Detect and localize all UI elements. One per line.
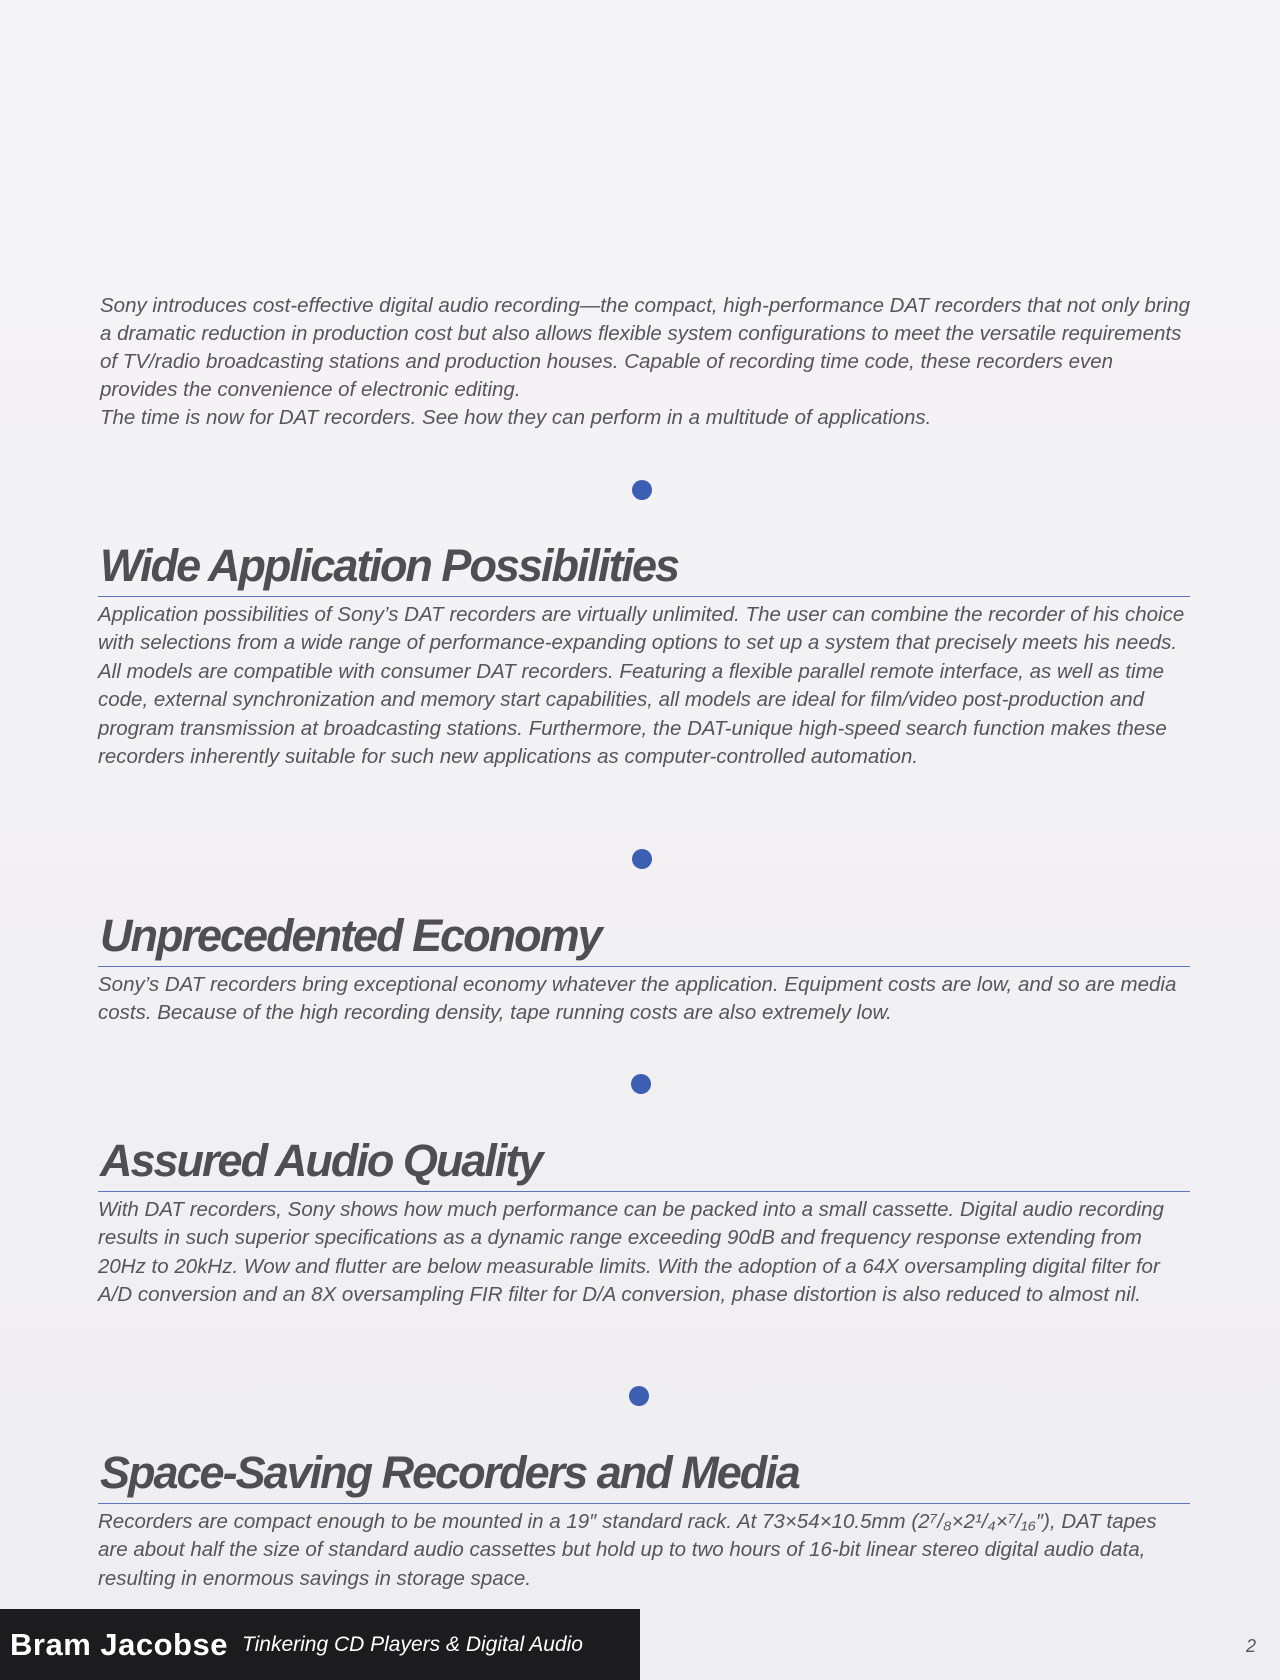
section-space-saving	[98, 1447, 1190, 1593]
heading-rule	[98, 596, 1190, 597]
section-assured-audio-quality	[98, 1135, 1190, 1310]
heading-rule	[98, 1503, 1190, 1504]
page-number: 2	[1246, 1636, 1257, 1656]
intro-text	[100, 292, 1196, 432]
section-bullet-dot	[632, 849, 652, 869]
section-heading: Unprecedented Economy	[100, 910, 601, 961]
section-heading: Wide Application Possibilities	[100, 540, 679, 591]
section-body: Sony’s DAT recorders bring exceptional economy whatever the application. Equipment costs are low, and so are media costs. Because of the high recording density, tape running costs are also extremely low.	[98, 973, 1177, 1025]
heading-rule	[98, 1191, 1190, 1192]
section-body: Application possibilities of Sony’s DAT recorders are virtually unlimited. The user can combine the recorder of his choice with selections from a wide range of performance-expanding options to set up a system that precisely meets his needs. All models are compatible with consumer DAT recorders. Featuring a flexible parallel remote interface, as well as time code, external synchronization and memory start capabilities, all models are ideal for film/video post-production and program transmission at broadcasting stations. Furthermore, the DAT-unique high-speed search function makes these recorders inherently suitable for such new applications as computer-controlled automation.	[98, 603, 1185, 769]
section-body: With DAT recorders, Sony shows how much performance can be packed into a small cassette. Digital audio recording results in such superior specifications as a dynamic range exceeding 90dB and frequency response extending from 20Hz to 20kHz. Wow and flutter are below measurable limits. With the adoption of a 64X oversampling digital filter for A/D conversion and an 8X oversampling FIR filter for D/A conversion, phase distortion is also reduced to almost nil.	[98, 1198, 1164, 1307]
section-body: Recorders are compact enough to be mounted in a 19″ standard rack. At 73×54×10.5mm (2⁷/₈×2¹/₄×⁷/₁₆″), DAT tapes are about half the size of standard audio cassettes but hold up to two hours of 16-bit linear stereo digital audio data, resulting in enormous savings in storage space.	[98, 1510, 1157, 1590]
section-unprecedented-economy	[98, 910, 1190, 1028]
intro-paragraph: Sony introduces cost-effective digital audio recording—the compact, high-performance DAT recorders that not only bring a dramatic reduction in production cost but also allows flexible system configurations to meet the versatile requirements of TV/radio broadcasting stations and production houses. Capable of recording time code, these recorders even provides the convenience of electronic editing.	[100, 294, 1191, 401]
section-heading: Assured Audio Quality	[100, 1135, 542, 1186]
watermark-name: Bram Jacobse	[10, 1626, 228, 1662]
section-wide-application	[98, 540, 1190, 771]
section-bullet-dot	[629, 1386, 649, 1406]
heading-rule	[98, 966, 1190, 967]
section-bullet-dot	[631, 1074, 651, 1094]
watermark-tagline: Tinkering CD Players & Digital Audio	[241, 1632, 583, 1656]
section-bullet-dot	[632, 480, 652, 500]
watermark-banner	[0, 1609, 640, 1680]
intro-closing-line: The time is now for DAT recorders. See how they can perform in a multitude of applications.	[100, 406, 932, 429]
section-heading: Space-Saving Recorders and Media	[100, 1447, 799, 1498]
